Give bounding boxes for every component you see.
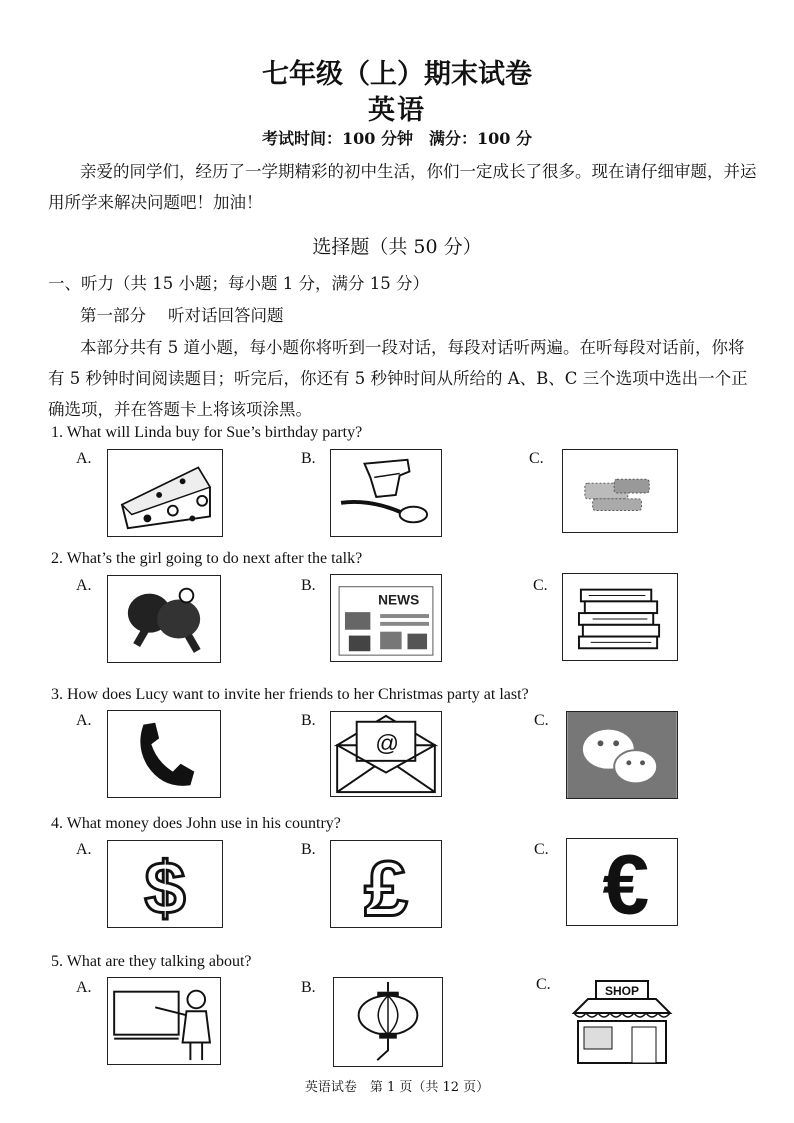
q4-option-b-image[interactable] (330, 840, 442, 928)
q3-option-b-label: B. (301, 712, 316, 729)
q3-option-a-image[interactable] (107, 710, 221, 798)
ping-pong-icon (108, 576, 220, 662)
q2-option-b-label: B. (301, 577, 316, 594)
q1-option-a-image[interactable] (107, 449, 223, 537)
q1-option-a-label: A. (76, 450, 92, 467)
q3-option-c-image[interactable] (566, 711, 678, 799)
shop-sign-label: SHOP (604, 984, 640, 998)
q1-option-c-image[interactable] (562, 449, 678, 533)
email-at-symbol: @ (375, 730, 400, 757)
q5-option-a-label: A. (76, 979, 92, 996)
instructions-paragraph: 本部分共有 5 道小题，每小题你将听到一段对话，每段对话听两遍。在听每段对话前，你将有 5 秒钟时间阅读题目；听完后，你还有 5 秒钟时间从所给的 A、B、C 三个选项中选出一个正确选项，并在答题卡上将该项涂黑。 (48, 338, 748, 419)
q4-option-b-label: B. (301, 841, 316, 858)
exam-info: 考试时间：100 分钟 满分：100 分 (262, 129, 532, 148)
yogurt-spoon-icon (331, 450, 441, 536)
question-5: 5. What are they talking about? (51, 953, 252, 970)
q2-option-c-image[interactable] (562, 573, 678, 661)
q4-option-a-label: A. (76, 841, 92, 858)
pound-symbol: £ (364, 844, 408, 927)
euro-symbol: € (602, 839, 650, 925)
exam-title: 七年级（上）期末试卷 (262, 59, 532, 90)
q5-option-c-label: C. (536, 976, 551, 993)
wechat-icon (567, 712, 677, 798)
sub-part-title: 听对话回答问题 (168, 306, 284, 325)
q5-option-b-image[interactable] (333, 977, 443, 1067)
question-4: 4. What money does John use in his country? (51, 815, 341, 832)
q2-option-a-image[interactable] (107, 575, 221, 663)
q3-option-a-label: A. (76, 712, 92, 729)
dollar-symbol: $ (144, 846, 186, 927)
q1-option-b-label: B. (301, 450, 316, 467)
shop-icon (566, 977, 678, 1065)
sub-part-heading (80, 302, 306, 326)
q1-option-c-label: C. (529, 450, 544, 467)
q4-option-a-image[interactable] (107, 840, 223, 928)
q4-option-c-label: C. (534, 841, 549, 858)
books-icon (563, 574, 677, 660)
phone-icon (108, 711, 220, 797)
q5-option-c-image[interactable] (566, 977, 678, 1065)
pound-icon (331, 841, 441, 927)
sub-part-label: 第一部分 (80, 306, 146, 325)
q2-option-a-label: A. (76, 577, 92, 594)
euro-icon (567, 839, 677, 925)
q4-option-c-image[interactable] (566, 838, 678, 926)
q3-option-b-image[interactable] (330, 711, 442, 797)
question-2: 2. What’s the girl going to do next after the talk? (51, 550, 363, 567)
page-footer: 英语试卷 第 1 页（共 12 页） (304, 1080, 490, 1095)
q1-option-b-image[interactable] (330, 449, 442, 537)
q5-option-b-label: B. (301, 979, 316, 996)
part-heading: 一、听力（共 15 小题；每小题 1 分，满分 15 分） (48, 274, 429, 293)
newspaper-icon (331, 575, 441, 661)
q2-option-c-label: C. (533, 577, 548, 594)
intro-paragraph: 亲爱的同学们，经历了一学期精彩的初中生活，你们一定成长了很多。现在请仔细审题，并运用所学来解决问题吧！加油！ (48, 162, 757, 212)
question-3: 3. How does Lucy want to invite her friends to her Christmas party at last? (51, 686, 529, 703)
q2-option-b-image[interactable] (330, 574, 442, 662)
lantern-icon (334, 978, 442, 1066)
cheese-icon (108, 450, 222, 536)
q5-option-a-image[interactable] (107, 977, 221, 1065)
cookies-icon (563, 450, 677, 532)
section-title: 选择题（共 50 分） (312, 236, 482, 258)
email-icon (331, 712, 441, 796)
question-1: 1. What will Linda buy for Sue’s birthday party? (51, 424, 363, 441)
teacher-icon (108, 978, 220, 1064)
dollar-icon (108, 841, 222, 927)
q3-option-c-label: C. (534, 712, 549, 729)
subject-title: 英语 (368, 95, 426, 126)
newspaper-label: NEWS (378, 592, 420, 608)
